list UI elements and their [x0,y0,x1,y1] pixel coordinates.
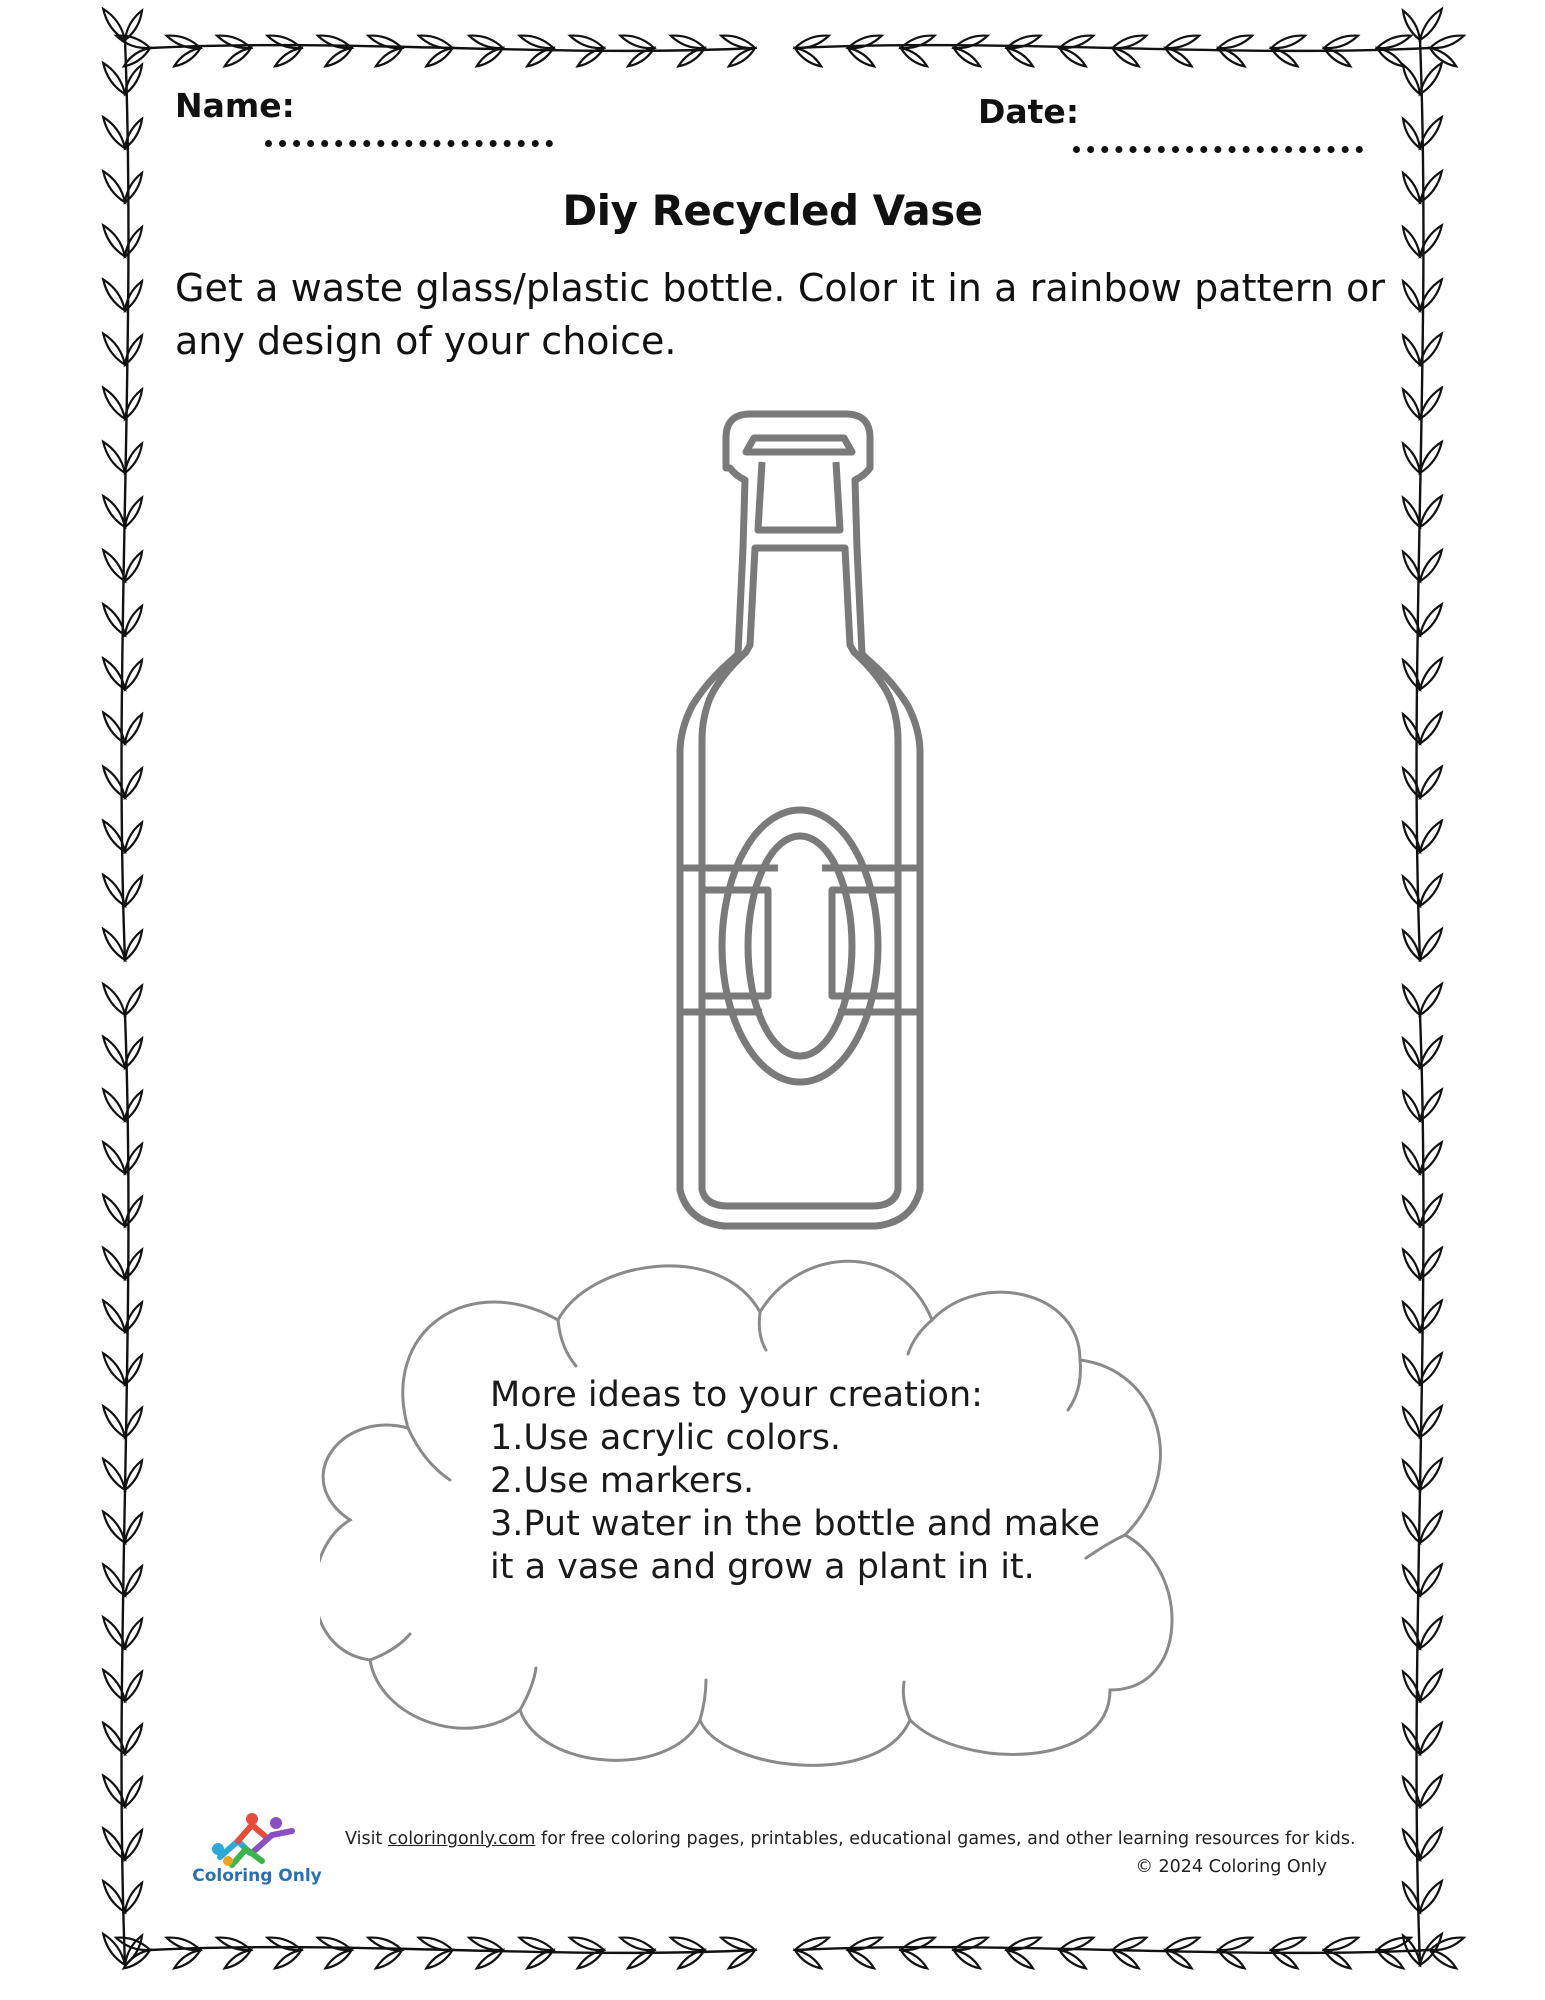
vine-leaf [125,552,142,581]
vine-leaf [125,822,142,851]
vine-leaf [125,498,142,527]
vine-leaf [620,1938,654,1951]
vine-leaf [1113,1938,1147,1951]
vine-leaf [1403,335,1420,364]
vine-leaf [426,1950,452,1968]
vine-leaf [125,1672,142,1701]
vine-leaf [103,1564,125,1595]
vine-leaf [1165,1938,1199,1951]
vine-leaf [1420,9,1442,40]
vine-leaf [1403,1038,1420,1067]
vine-leaf [125,1724,142,1753]
vine-leaf [1218,36,1252,49]
logo-text: Coloring Only [192,1866,322,1886]
vine-leaf [275,48,301,66]
vine-leaf [125,1830,142,1859]
footer-copyright: © 2024 Coloring Only [1135,1857,1327,1877]
vine-leaf [1271,36,1305,49]
vine-leaf [1420,821,1442,852]
vine-leaf [1403,1461,1420,1490]
vine-leaf [1403,1513,1420,1542]
vine-leaf [1403,1355,1420,1384]
vine-leaf [1403,1302,1420,1331]
vine-leaf [1420,388,1442,419]
vine-leaf [125,931,142,960]
vine-leaf [1324,36,1358,49]
vine-leaf [795,48,821,66]
vine-leaf [103,1248,125,1279]
vine-leaf [103,1142,125,1173]
vine-leaf [1420,1723,1442,1754]
vine-leaf [1420,63,1442,94]
vine-leaf [620,36,654,49]
page-title: Diy Recycled Vase [562,186,983,235]
vine-leaf [1113,36,1147,49]
vine-leaf [125,1883,142,1912]
name-label: Name: [175,86,295,125]
footer-visit-suffix: for free coloring pages, printables, educational games, and other learning resources for kids. [535,1829,1356,1849]
footer-link[interactable]: coloringonly.com [387,1829,536,1849]
vine-leaf [1420,984,1442,1015]
vine-leaf [125,1777,142,1806]
vine-leaf [570,1938,604,1951]
vine-leaf [1403,281,1420,310]
vine-leaf [1430,36,1464,49]
vine-leaf [103,388,125,419]
vine-leaf [103,550,125,581]
vine-leaf [1420,1037,1442,1068]
vine-leaf [469,36,503,49]
vine-leaf [954,1950,980,1968]
vine-leaf [477,48,503,66]
bottle-outline-icon[interactable] [650,400,950,1240]
idea-item: 2.Use markers. [490,1461,755,1501]
vine-leaf [1420,1776,1442,1807]
vine-leaf [103,984,125,1015]
vine-leaf [1420,658,1442,689]
vine-leaf [477,1950,503,1968]
vine-leaf [1403,119,1420,148]
date-field-line[interactable] [1073,146,1363,153]
footer-visit-line [345,1829,1356,1849]
vine-leaf [901,1950,927,1968]
vine-leaf [848,1950,874,1968]
vine-leaf [1060,48,1086,66]
vine-leaf [1420,496,1442,527]
vine-leaf [1420,1459,1442,1490]
vine-leaf [103,929,125,960]
name-field-line[interactable] [265,140,553,147]
vine-leaf [1420,1512,1442,1543]
vine-leaf [125,768,142,797]
vine-leaf [103,1301,125,1332]
vine-leaf [426,48,452,66]
vine-leaf [125,986,142,1015]
vine-leaf [1403,443,1420,472]
vine-leaf [1420,604,1442,635]
vine-leaf [1430,48,1456,66]
vine-leaf [520,36,554,49]
vine-leaf [125,1513,142,1542]
idea-item: 3.Put water in the bottle and make [490,1504,1100,1544]
vine-leaf [469,1938,503,1951]
vine-leaf [954,48,980,66]
vine-leaf [125,1566,142,1595]
idea-item: it a vase and grow a plant in it. [490,1547,1035,1587]
vine-leaf [1420,1406,1442,1437]
vine-leaf [1420,929,1442,960]
vine-leaf [125,876,142,905]
vine-leaf [103,1512,125,1543]
vine-leaf [1007,1950,1033,1968]
vine-leaf [1403,1197,1420,1226]
vine-leaf [275,1950,301,1968]
vine-leaf [124,48,150,66]
vine-leaf [1420,875,1442,906]
vine-leaf [1113,48,1139,66]
vine-leaf [1165,36,1199,49]
vine-leaf [1403,389,1420,418]
vine-leaf [376,1950,402,1968]
vine-leaf [671,1938,705,1951]
vine-leaf [103,334,125,365]
vine-leaf [125,443,142,472]
vine-leaf [325,48,351,66]
vine-leaf [1060,1950,1086,1968]
vine-leaf [1403,931,1420,960]
vine-leaf [125,714,142,743]
ideas-heading: More ideas to your creation: [490,1375,983,1415]
vine-leaf [520,1938,554,1951]
vine-leaf [671,36,705,49]
vine-leaf [125,660,142,689]
vine-leaf [103,1406,125,1437]
footer-visit-prefix: Visit [345,1829,388,1849]
vine-leaf [125,1619,142,1648]
date-label: Date: [978,92,1080,131]
vine-leaf [1324,1938,1358,1951]
vine-leaf [225,1950,251,1968]
vine-leaf [376,48,402,66]
vine-leaf [103,496,125,527]
vine-leaf [1403,1144,1420,1173]
vine-leaf [103,279,125,310]
vine-leaf [103,117,125,148]
vine-leaf [1403,986,1420,1015]
vine-stem [1417,40,1424,960]
ideas-list [490,1374,1110,1589]
vine-leaf [721,1938,755,1951]
vine-leaf [325,1950,351,1968]
vine-leaf [1113,1950,1139,1968]
vine-stem [122,40,129,960]
vine-leaf [225,48,251,66]
vine-leaf [729,1950,755,1968]
vine-leaf [1403,1249,1420,1278]
vine-leaf [795,1950,821,1968]
vine-leaf [103,1353,125,1384]
vine-leaf [1403,1408,1420,1437]
vine-leaf [721,36,755,49]
vine-leaf [1420,1564,1442,1595]
vine-leaf [1420,1881,1442,1912]
vine-leaf [125,1461,142,1490]
vine-leaf [125,606,142,635]
vine-leaf [1218,1938,1252,1951]
vine-leaf [1420,550,1442,581]
vine-leaf [103,1037,125,1068]
vine-leaf [174,48,200,66]
vine-leaf [103,1459,125,1490]
vine-leaf [1420,712,1442,743]
vine-leaf [174,1950,200,1968]
vine-leaf [1403,1091,1420,1120]
vine-leaf [1403,498,1420,527]
vine-leaf [729,48,755,66]
vine-leaf [103,1195,125,1226]
vine-leaf [1420,1828,1442,1859]
vine-leaf [103,1089,125,1120]
vine-leaf [1403,65,1420,94]
vine-leaf [1007,48,1033,66]
vine-leaf [1271,1938,1305,1951]
instructions-text: Get a waste glass/plastic bottle. Color it in a rainbow pattern or any design of your choice. [175,266,1385,363]
vine-leaf [1420,767,1442,798]
vine-leaf [1420,442,1442,473]
idea-item: 1.Use acrylic colors. [490,1418,842,1458]
vine-leaf [1420,1670,1442,1701]
vine-leaf [848,48,874,66]
vine-leaf [1420,1617,1442,1648]
vine-leaf [570,36,604,49]
vine-leaf [1377,36,1411,49]
vine-leaf [901,48,927,66]
vine-leaf [103,442,125,473]
